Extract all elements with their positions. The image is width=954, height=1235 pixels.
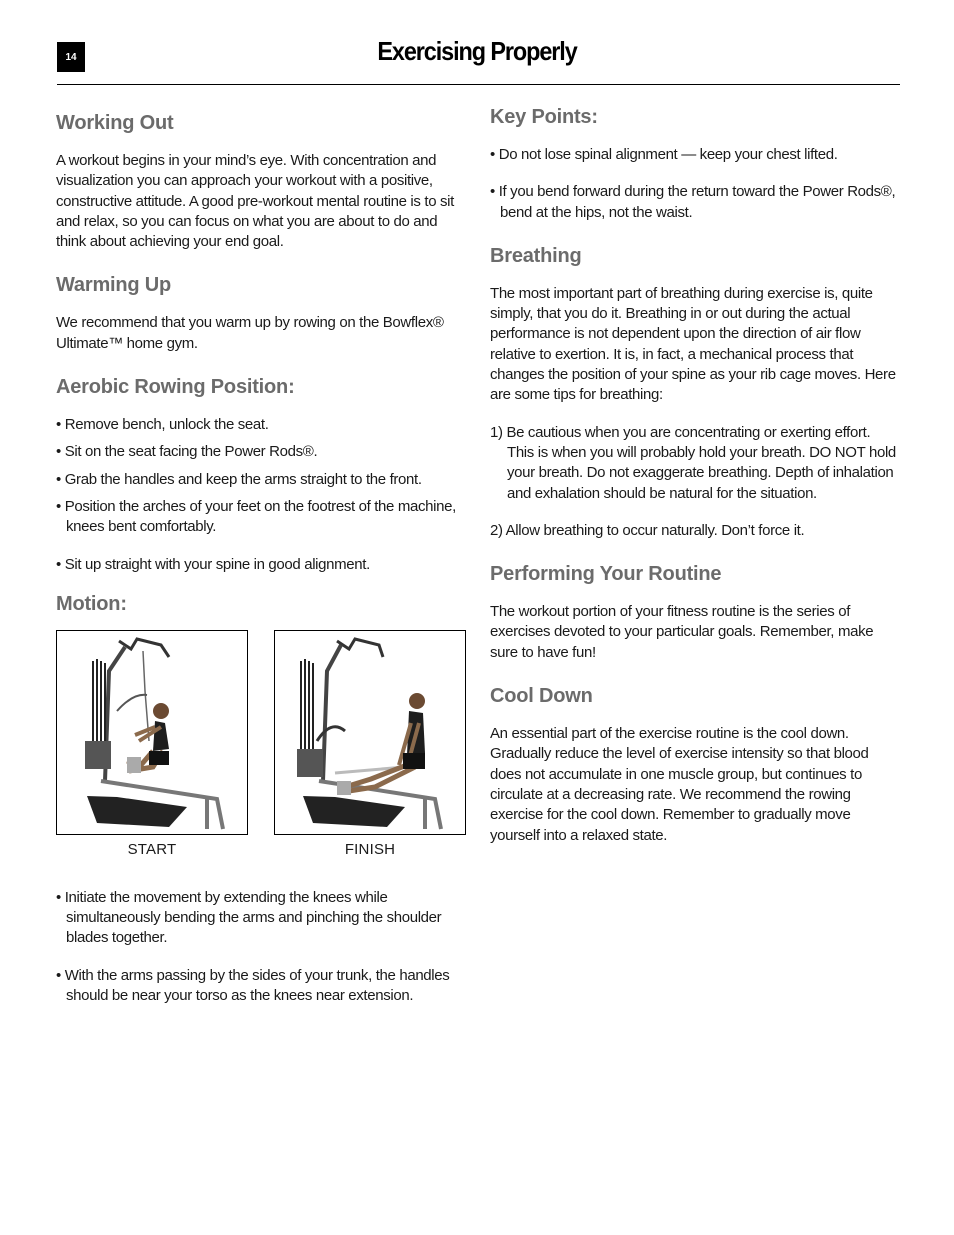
- page-number: 14: [57, 42, 85, 72]
- motion-section: [56, 593, 466, 1006]
- working-out-section: [56, 112, 466, 252]
- list-item: • Sit up straight with your spine in good alignment.: [56, 555, 466, 575]
- list-item: • Do not lose spinal alignment — keep your chest lifted.: [490, 145, 900, 165]
- aerobic-heading: Aerobic Rowing Position:: [56, 376, 295, 399]
- warming-up-text: We recommend that you warm up by rowing on the Bowflex® Ultimate™ home gym.: [56, 314, 444, 352]
- left-column: [56, 112, 466, 1006]
- key-points-section: [490, 106, 900, 223]
- performing-heading: Performing Your Routine: [490, 563, 722, 586]
- breathing-text: The most important part of breathing during exercise is, quite simply, that you do it. Breathing in or out during the actual performance is not dependent upon the direction of air flow relative to exertion. It is, in fact, a mechanical process that changes the position of your spine as your rib cage moves. Here are some tips for breathing:: [490, 284, 896, 404]
- key-points-heading: Key Points:: [490, 106, 598, 128]
- cool-down-section: [490, 685, 900, 846]
- working-out-heading: Working Out: [56, 112, 174, 134]
- list-item: • Initiate the movement by extending the knees while simultaneously bending the arms and pinching the shoulder blades together.: [56, 888, 466, 949]
- list-item: • Position the arches of your feet on the footrest of the machine, knees bent comfortably.: [56, 497, 466, 538]
- finish-photo: [274, 630, 466, 835]
- motion-photos: [56, 630, 466, 858]
- finish-caption: FINISH: [344, 840, 396, 858]
- start-figure: [56, 630, 248, 858]
- list-item: 2) Allow breathing to occur naturally. Don’t force it.: [490, 521, 805, 539]
- performing-text: The workout portion of your fitness routine is the series of exercises devoted to your particular goals. Remember, make sure to have fun!: [490, 603, 874, 661]
- list-item: • Remove bench, unlock the seat.: [56, 415, 466, 435]
- performing-section: [490, 563, 900, 663]
- cool-down-text: An essential part of the exercise routine is the cool down. Gradually reduce the level of exercise intensity so that blood does not accumulate in one muscle group, but continues to circulate at a decreasing rate. We recommend the rowing exercise for the cool down. Remember to gradually move yourself into a relaxed state.: [490, 725, 869, 844]
- warming-up-section: [56, 274, 466, 354]
- start-caption: START: [127, 840, 177, 858]
- list-item: 1) Be cautious when you are concentrating or exerting effort. This is when you will probably hold your breath. DO NOT hold your breath. Do not exaggerate breathing. Depth of inhalation and exhalation should be natural for the situation.: [490, 423, 896, 502]
- right-column: [490, 106, 900, 868]
- key-points-list: [490, 145, 900, 223]
- header-rule: [57, 84, 900, 85]
- list-item: • Grab the handles and keep the arms straight to the front.: [56, 470, 466, 490]
- working-out-text: A workout begins in your mind’s eye. With concentration and visualization you can approach your workout with a positive, constructive attitude. A good pre-workout mental routine is to sit and relax, so you can focus on what you are about to do and think about achieving your end goal.: [56, 152, 454, 251]
- breathing-list: [490, 423, 900, 541]
- motion-list: [56, 888, 466, 1006]
- aerobic-section: [56, 376, 466, 575]
- aerobic-list: [56, 415, 466, 575]
- list-item: • With the arms passing by the sides of your trunk, the handles should be near your torso as the knees near extension.: [56, 966, 466, 1007]
- cool-down-heading: Cool Down: [490, 685, 593, 708]
- breathing-heading: Breathing: [490, 244, 582, 267]
- list-item: • Sit on the seat facing the Power Rods®.: [56, 442, 466, 462]
- start-photo: [56, 630, 248, 835]
- breathing-section: [490, 245, 900, 541]
- warming-up-heading: Warming Up: [56, 274, 172, 297]
- list-item: • If you bend forward during the return toward the Power Rods®, bend at the hips, not the waist.: [490, 182, 900, 223]
- motion-heading: Motion:: [56, 592, 127, 615]
- finish-figure: [274, 630, 466, 858]
- page-title: Exercising Properly: [377, 36, 577, 66]
